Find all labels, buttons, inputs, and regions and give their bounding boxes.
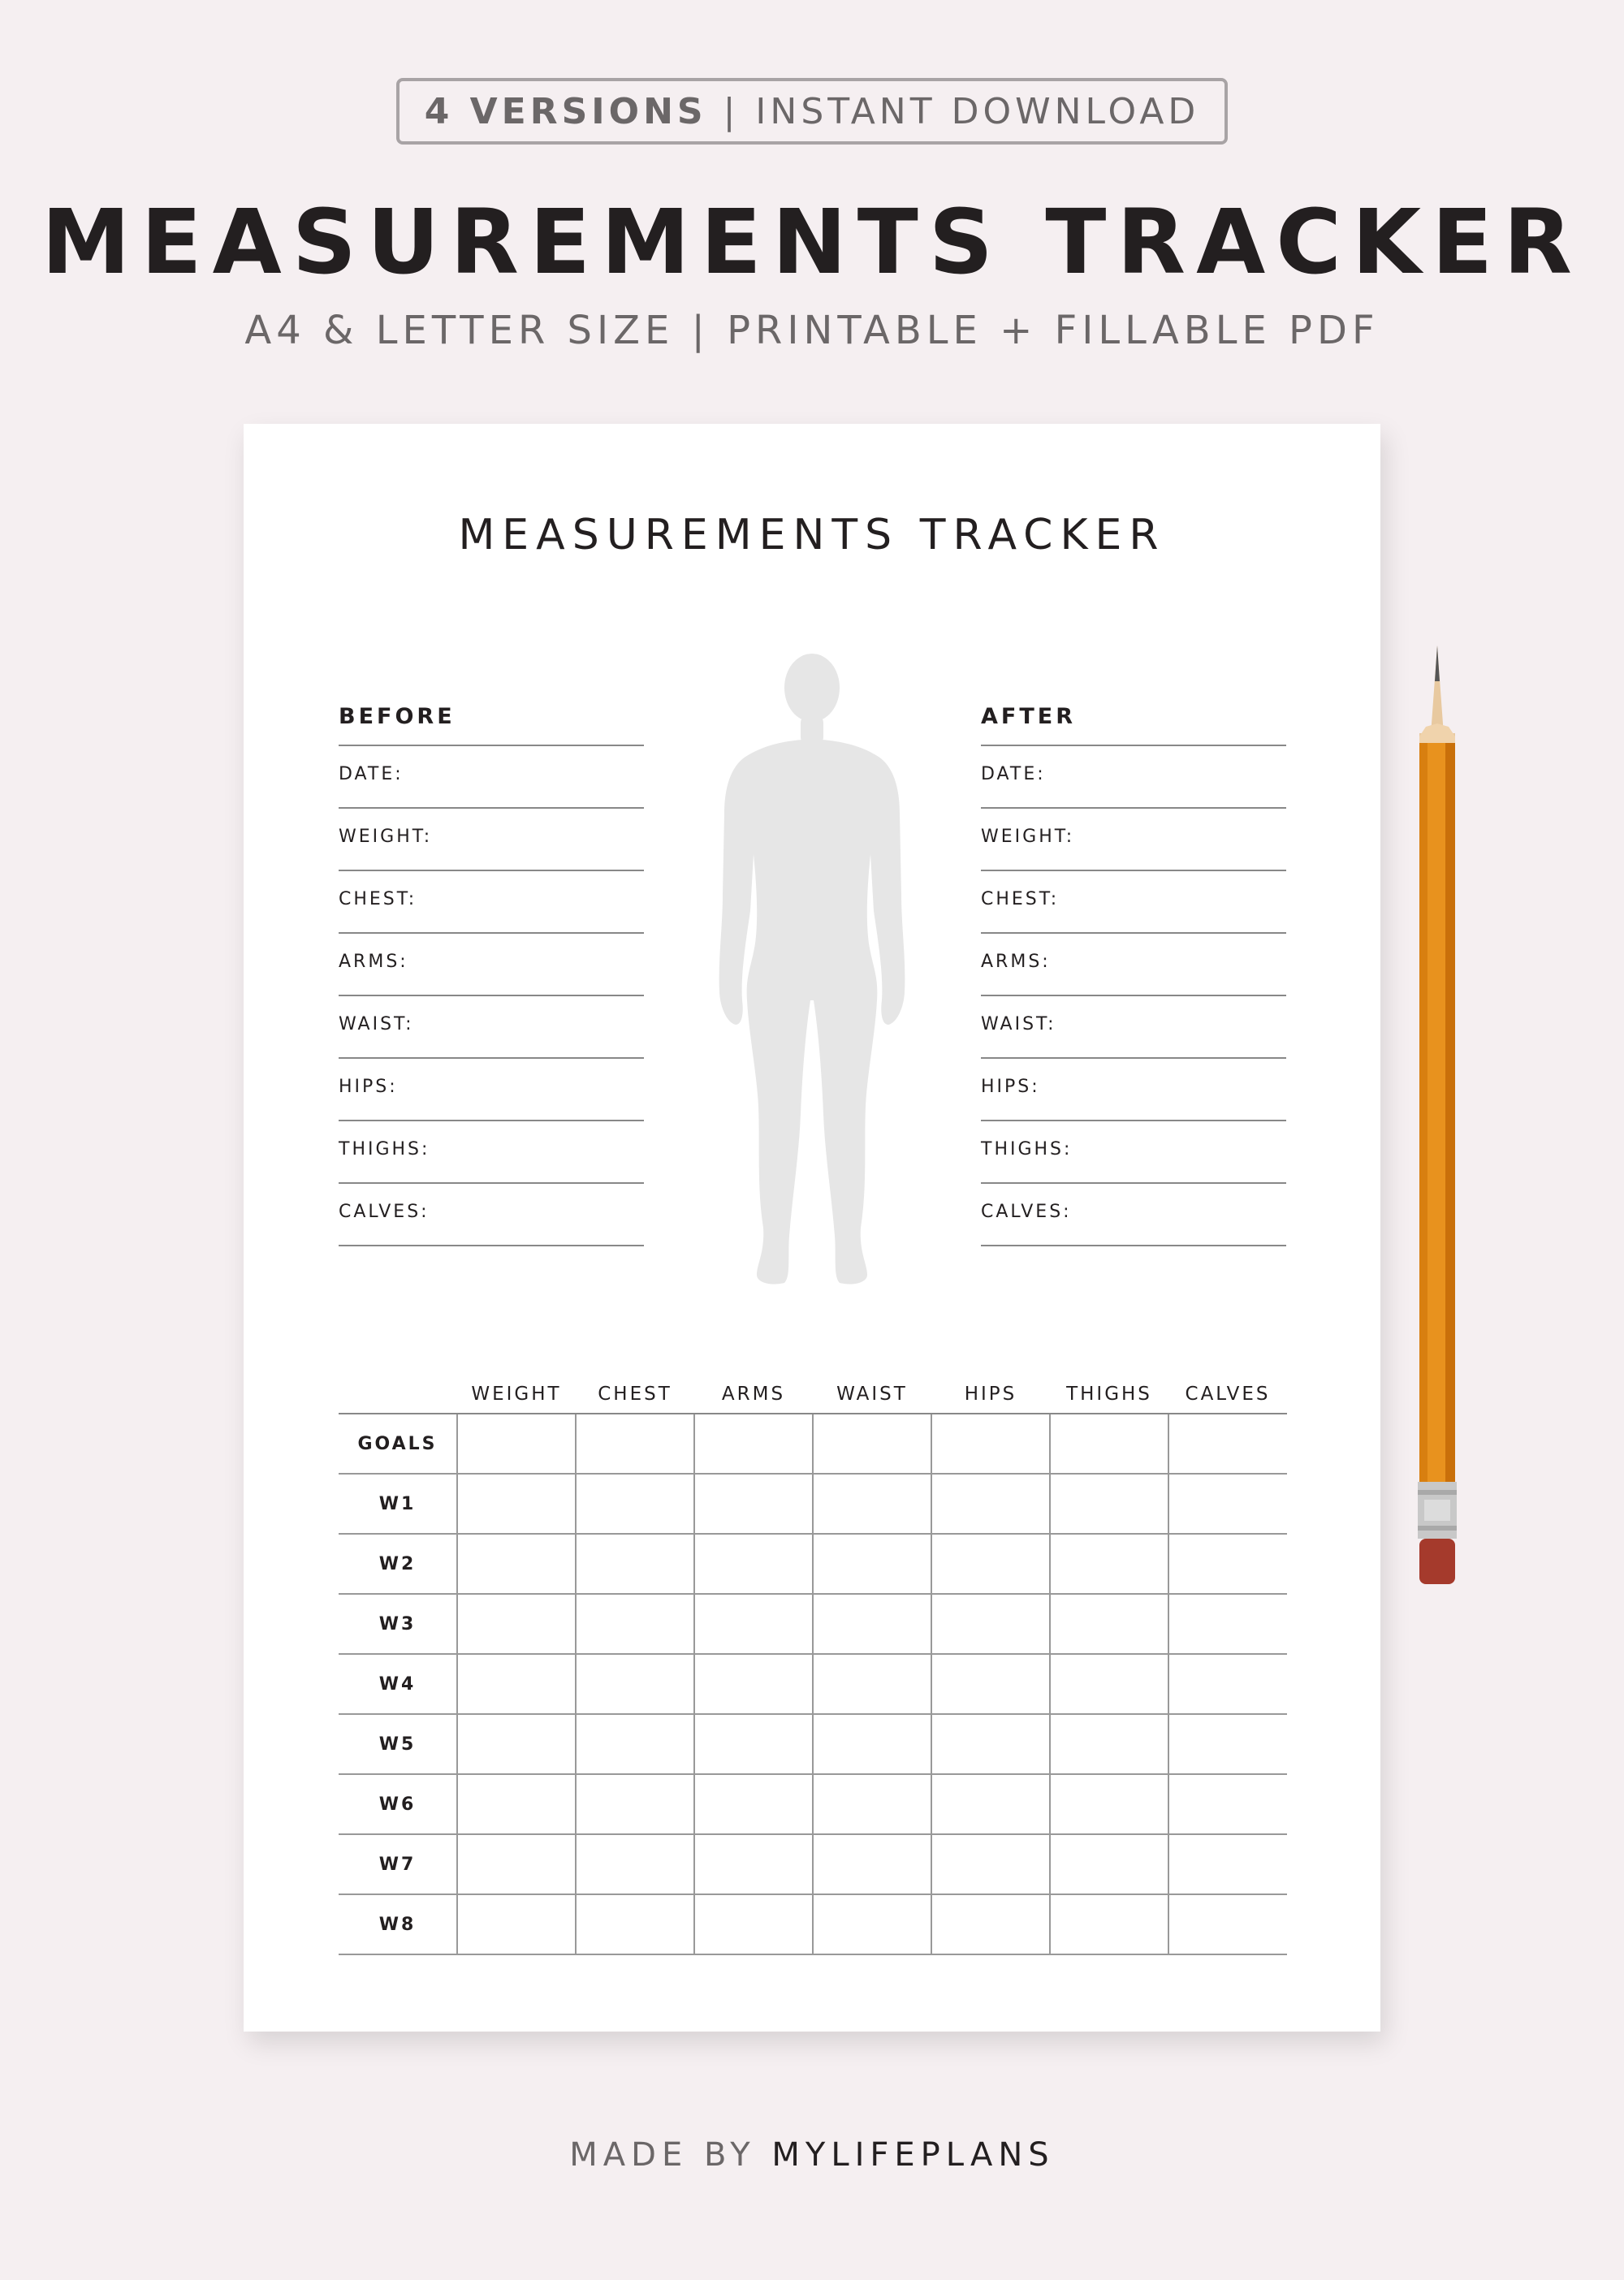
row-label: W5 — [339, 1714, 457, 1774]
after-field-date[interactable] — [981, 746, 1286, 809]
table-cell[interactable] — [457, 1834, 576, 1894]
page-subtitle: A4 & LETTER SIZE | PRINTABLE + FILLABLE PDF — [244, 308, 1380, 353]
after-heading: AFTER — [981, 684, 1286, 746]
after-field-waist[interactable] — [981, 996, 1286, 1059]
table-row — [339, 1414, 1287, 1474]
column-header-weight: WEIGHT — [457, 1363, 576, 1414]
table-row — [339, 1714, 1287, 1774]
table-cell[interactable] — [1050, 1894, 1168, 1954]
table-cell[interactable] — [1168, 1474, 1287, 1534]
table-cell[interactable] — [931, 1594, 1050, 1654]
table-cell[interactable] — [457, 1774, 576, 1834]
column-header-arms: ARMS — [694, 1363, 813, 1414]
field-label: HIPS: — [981, 1077, 1040, 1097]
column-header-chest: CHEST — [576, 1363, 694, 1414]
table-cell[interactable] — [1168, 1774, 1287, 1834]
after-field-chest[interactable] — [981, 871, 1286, 934]
table-cell[interactable] — [694, 1714, 813, 1774]
field-label: CALVES: — [339, 1202, 430, 1222]
table-cell[interactable] — [457, 1474, 576, 1534]
field-label: WEIGHT: — [981, 827, 1075, 847]
table-cell[interactable] — [1050, 1834, 1168, 1894]
footer-brand: MYLIFEPLANS — [771, 2136, 1055, 2174]
table-cell[interactable] — [1168, 1534, 1287, 1594]
table-cell[interactable] — [813, 1654, 931, 1714]
table-cell[interactable] — [694, 1534, 813, 1594]
field-label: THIGHS: — [981, 1139, 1073, 1159]
table-cell[interactable] — [457, 1894, 576, 1954]
table-row — [339, 1894, 1287, 1954]
table-cell[interactable] — [457, 1534, 576, 1594]
row-label: W1 — [339, 1474, 457, 1534]
after-field-thighs[interactable] — [981, 1121, 1286, 1184]
table-cell[interactable] — [1050, 1654, 1168, 1714]
table-cell[interactable] — [576, 1834, 694, 1894]
after-field-arms[interactable] — [981, 934, 1286, 996]
table-row — [339, 1834, 1287, 1894]
table-cell[interactable] — [576, 1714, 694, 1774]
table-cell[interactable] — [1050, 1414, 1168, 1474]
before-field-calves[interactable] — [339, 1184, 644, 1246]
pencil-icon — [1413, 646, 1462, 1587]
weekly-tracker-table — [339, 1363, 1287, 1955]
table-cell[interactable] — [576, 1534, 694, 1594]
field-label: THIGHS: — [339, 1139, 430, 1159]
before-section — [339, 684, 644, 1246]
table-cell[interactable] — [576, 1594, 694, 1654]
before-field-arms[interactable] — [339, 934, 644, 996]
after-field-calves[interactable] — [981, 1184, 1286, 1246]
badge-separator: | — [723, 90, 740, 132]
table-cell[interactable] — [931, 1534, 1050, 1594]
table-cell[interactable] — [931, 1894, 1050, 1954]
table-cell[interactable] — [694, 1594, 813, 1654]
field-label: WAIST: — [339, 1014, 414, 1034]
corner-cell — [339, 1363, 457, 1414]
table-cell[interactable] — [813, 1594, 931, 1654]
table-cell[interactable] — [457, 1414, 576, 1474]
field-label: ARMS: — [981, 952, 1051, 972]
table-cell[interactable] — [1168, 1894, 1287, 1954]
table-cell[interactable] — [457, 1714, 576, 1774]
row-label: W6 — [339, 1774, 457, 1834]
table-row — [339, 1534, 1287, 1594]
table-row — [339, 1654, 1287, 1714]
table-cell[interactable] — [694, 1474, 813, 1534]
table-cell[interactable] — [931, 1834, 1050, 1894]
table-cell[interactable] — [694, 1774, 813, 1834]
field-label: DATE: — [981, 764, 1046, 784]
page-title: MEASUREMENTS TRACKER — [41, 190, 1583, 294]
table-cell[interactable] — [1168, 1714, 1287, 1774]
table-cell[interactable] — [813, 1894, 931, 1954]
column-header-thighs: THIGHS — [1050, 1363, 1168, 1414]
badge-versions: 4 VERSIONS — [424, 90, 707, 132]
field-label: WEIGHT: — [339, 827, 433, 847]
table-cell[interactable] — [1050, 1714, 1168, 1774]
table-cell[interactable] — [1050, 1594, 1168, 1654]
field-label: ARMS: — [339, 952, 408, 972]
field-label: DATE: — [339, 764, 404, 784]
row-label: W8 — [339, 1894, 457, 1954]
table-cell[interactable] — [576, 1654, 694, 1714]
table-cell[interactable] — [576, 1894, 694, 1954]
table-header-row — [339, 1363, 1287, 1414]
footer-credit — [0, 2132, 1624, 2178]
table-cell[interactable] — [931, 1414, 1050, 1474]
column-header-hips: HIPS — [931, 1363, 1050, 1414]
table-cell[interactable] — [694, 1894, 813, 1954]
before-field-date[interactable] — [339, 746, 644, 809]
table-cell[interactable] — [1050, 1534, 1168, 1594]
badge-download: INSTANT DOWNLOAD — [755, 90, 1200, 132]
before-field-weight[interactable] — [339, 809, 644, 871]
table-row — [339, 1774, 1287, 1834]
table-cell[interactable] — [813, 1714, 931, 1774]
table-cell[interactable] — [813, 1774, 931, 1834]
after-field-weight[interactable] — [981, 809, 1286, 871]
printable-sheet — [244, 424, 1380, 2032]
table-cell[interactable] — [813, 1414, 931, 1474]
before-field-waist[interactable] — [339, 996, 644, 1059]
table-cell[interactable] — [1168, 1414, 1287, 1474]
sheet-title: MEASUREMENTS TRACKER — [458, 511, 1166, 559]
table-cell[interactable] — [576, 1474, 694, 1534]
table-cell[interactable] — [813, 1474, 931, 1534]
table-cell[interactable] — [1168, 1594, 1287, 1654]
table-cell[interactable] — [457, 1654, 576, 1714]
after-field-hips[interactable] — [981, 1059, 1286, 1121]
table-cell[interactable] — [576, 1414, 694, 1474]
field-label: WAIST: — [981, 1014, 1056, 1034]
table-cell[interactable] — [1050, 1774, 1168, 1834]
after-section — [981, 684, 1286, 1246]
table-cell[interactable] — [694, 1654, 813, 1714]
field-label: CALVES: — [981, 1202, 1072, 1222]
before-field-thighs[interactable] — [339, 1121, 644, 1184]
footer-prefix: MADE BY — [569, 2136, 756, 2174]
table-row — [339, 1594, 1287, 1654]
column-header-calves: CALVES — [1168, 1363, 1287, 1414]
row-label: GOALS — [339, 1414, 457, 1474]
row-label: W3 — [339, 1594, 457, 1654]
table-cell[interactable] — [931, 1654, 1050, 1714]
row-label: W2 — [339, 1534, 457, 1594]
human-silhouette-icon — [706, 651, 918, 1301]
table-cell[interactable] — [813, 1834, 931, 1894]
before-field-hips[interactable] — [339, 1059, 644, 1121]
before-heading: BEFORE — [339, 684, 644, 746]
table-cell[interactable] — [576, 1774, 694, 1834]
field-label: CHEST: — [981, 889, 1060, 909]
table-row — [339, 1474, 1287, 1534]
table-cell[interactable] — [931, 1474, 1050, 1534]
field-label: CHEST: — [339, 889, 417, 909]
table-cell[interactable] — [1050, 1474, 1168, 1534]
table-cell[interactable] — [457, 1594, 576, 1654]
column-header-waist: WAIST — [813, 1363, 931, 1414]
table-cell[interactable] — [931, 1714, 1050, 1774]
table-cell[interactable] — [1168, 1654, 1287, 1714]
field-label: HIPS: — [339, 1077, 398, 1097]
table-cell[interactable] — [813, 1534, 931, 1594]
table-cell[interactable] — [931, 1774, 1050, 1834]
row-label: W7 — [339, 1834, 457, 1894]
row-label: W4 — [339, 1654, 457, 1714]
table-cell[interactable] — [694, 1834, 813, 1894]
table-cell[interactable] — [694, 1414, 813, 1474]
version-badge — [396, 78, 1228, 145]
table-cell[interactable] — [1168, 1834, 1287, 1894]
before-field-chest[interactable] — [339, 871, 644, 934]
